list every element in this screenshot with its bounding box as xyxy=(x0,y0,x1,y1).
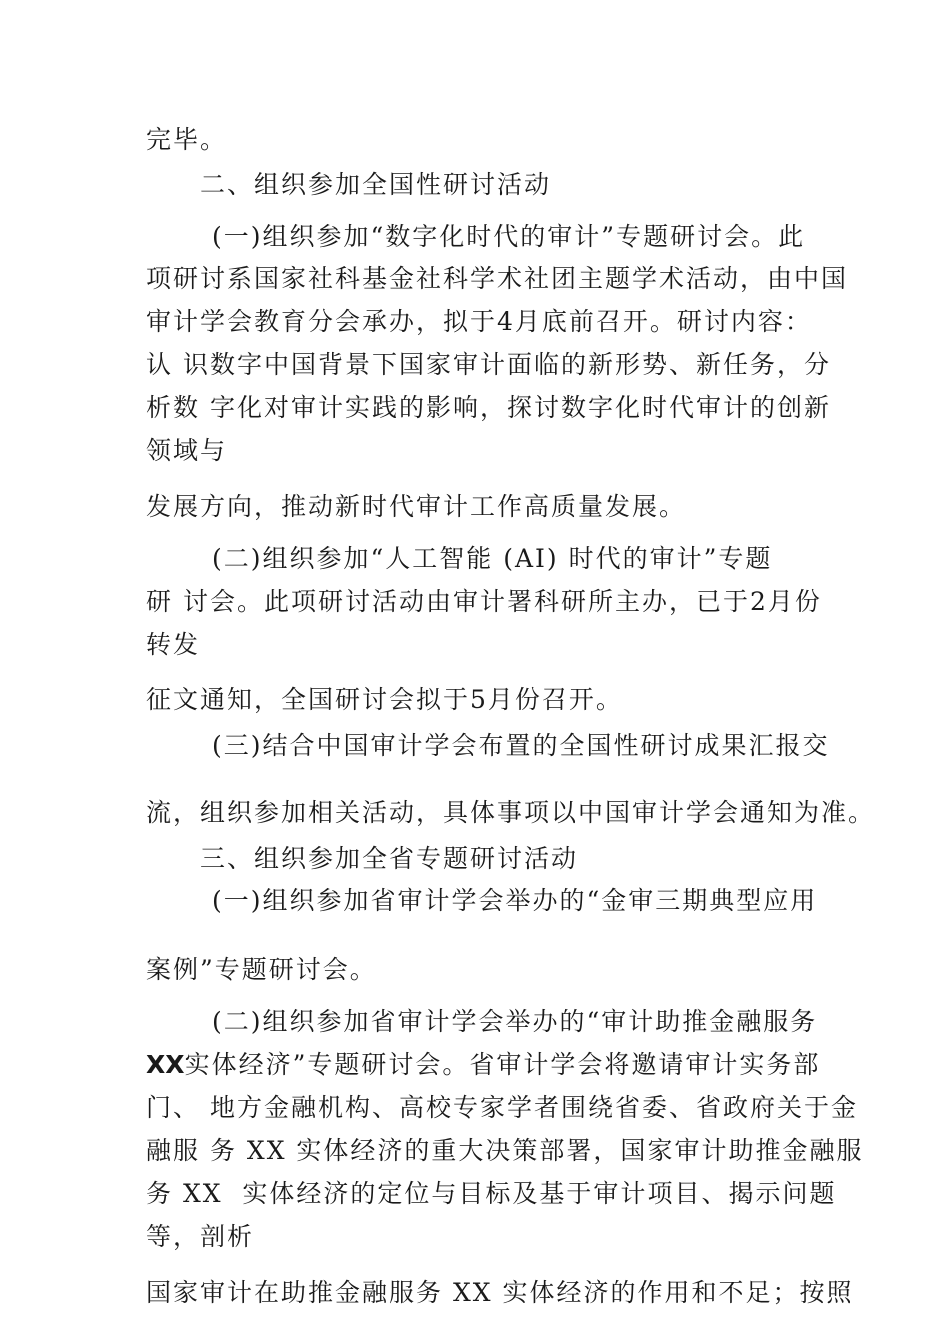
section-heading: 三、组织参加全省专题研讨活动 xyxy=(200,844,579,873)
text-line: 审计学会教育分会承办，拟于4月底前召开。研讨内容： xyxy=(146,307,812,336)
text-line xyxy=(146,1050,820,1080)
text-line: (三)结合中国审计学会布置的全国性研讨成果汇报交 xyxy=(212,731,830,760)
text-line: (二)组织参加省审计学会举办的“审计助推金融服务 xyxy=(212,1007,818,1036)
text-line: 认 识数字中国背景下国家审计面临的新形势、新任务，分 xyxy=(146,350,831,379)
text-line: 国家审计在助推金融服务 XX 实体经济的作用和不足；按照 xyxy=(146,1278,854,1307)
text-line: 研 讨会。此项研讨活动由审计署科研所主办，已于2月份 xyxy=(146,587,822,616)
text-line: 转发 xyxy=(146,630,201,659)
text-line: 项研讨系国家社科基金社科学术社团主题学术活动，由中国 xyxy=(146,264,849,293)
text-line: 流，组织参加相关活动，具体事项以中国审计学会通知为准。 xyxy=(146,798,876,827)
text-line: (二)组织参加“人工智能 (AI) 时代的审计”专题 xyxy=(212,544,773,573)
text-line: 案例”专题研讨会。 xyxy=(146,955,377,984)
text-line: 发展方向，推动新时代审计工作高质量发展。 xyxy=(146,492,687,521)
text-line: 领域与 xyxy=(146,436,228,465)
text-line: 融服 务 XX 实体经济的重大决策部署，国家审计助推金融服 xyxy=(146,1136,864,1165)
text-line-rest: 实体经济”专题研讨会。省审计学会将邀请审计实务部 xyxy=(184,1050,821,1079)
text-line: 门、 地方金融机构、高校专家学者围绕省委、省政府关于金 xyxy=(146,1093,858,1122)
text-line: (一)组织参加省审计学会举办的“金审三期典型应用 xyxy=(212,886,818,915)
text-line: 析数 字化对审计实践的影响，探讨数字化时代审计的创新 xyxy=(146,393,831,422)
section-heading: 二、组织参加全国性研讨活动 xyxy=(200,170,552,199)
text-line: (一)组织参加“数字化时代的审计”专题研讨会。此 xyxy=(212,222,806,251)
text-line: 务 XX 实体经济的定位与目标及基于审计项目、揭示问题 xyxy=(146,1179,837,1208)
text-line: 完毕。 xyxy=(146,125,228,154)
text-line: 等，剖析 xyxy=(146,1222,255,1251)
xx-label: XX xyxy=(146,1050,185,1079)
text-line: 征文通知，全国研讨会拟于5月份召开。 xyxy=(146,685,623,714)
